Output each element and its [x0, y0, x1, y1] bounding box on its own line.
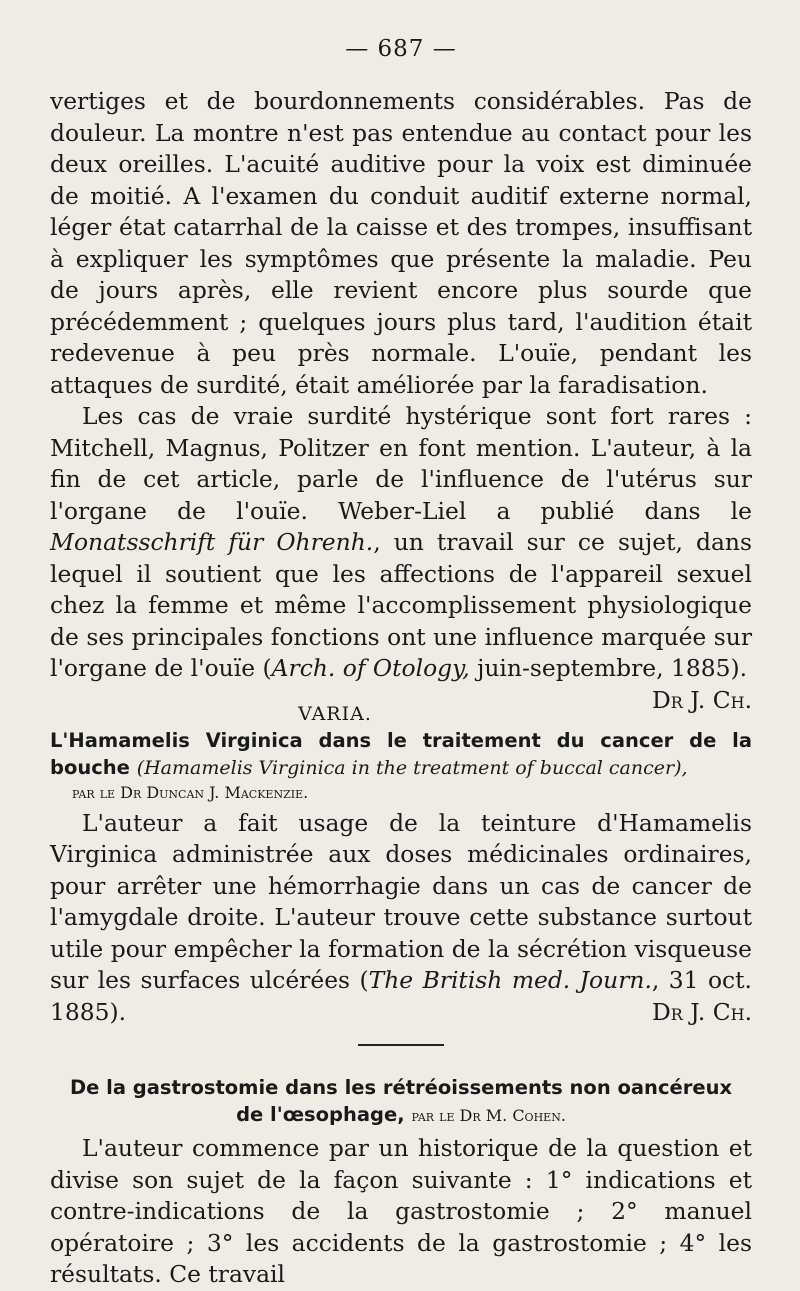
source-citation: Arch. of Otology, [271, 654, 470, 682]
paragraph-text: Les cas de vraie surdité hystérique sont fort rares : Mitchell, Magnus, Politzer en font mention. L'auteur, à la fin de cet article, parle de l'influence de l'utérus sur l'organe de l'ouïe. Weber-Liel a publié dans le [50, 402, 752, 525]
paragraph-text: , 31 oct. 1885). [50, 966, 752, 1026]
article-body [50, 808, 752, 1029]
article-subtitle: (Hamamelis Virginica in the treatment of buccal cancer), [136, 756, 688, 779]
paragraph-text: juin-septembre, 1885). [469, 654, 748, 682]
article-byline: par le Dr M. Cohen. [411, 1106, 566, 1125]
section-divider [358, 1044, 444, 1046]
article-body: L'auteur commence par un historique de la question et divise son sujet de la façon suivante : 1° indications et contre-indications de la gastrostomie ; 2° manuel opératoire ; 3° les accidents de la gastrostomie ; 4° les résultats. Ce travail [50, 1134, 752, 1288]
article-title [50, 1074, 752, 1129]
author-signature: Dr J. Ch. [652, 685, 752, 714]
paragraph-text: , un travail sur ce sujet, dans lequel il soutient que les affections de l'appareil sexuel chez la femme et même l'accomplissement physiologique de ses principales fonctions ont une influence marquée sur l'organe de l'ouïe ( [50, 528, 752, 682]
article-title-text: L'Hamamelis Virginica dans le traitement du cancer de la bouche [50, 728, 752, 779]
journal-title: Monatsschrift für Ohrenh. [50, 528, 374, 556]
paragraph-text: L'auteur a fait usage de la teinture d'Hamamelis Virginica administrée aux doses médicinales ordinaires, pour arrêter une hémorrhagie dans un cas de cancer de l'amygdale droite. L'auteur trouve cette substance surtout utile pour empêcher la formation de la sécrétion visqueuse sur les surfaces ulcérées ( [50, 808, 752, 994]
paragraph-hysterical-deafness-case: vertiges et de bourdonnements considérables. Pas de douleur. La montre n'est pas entendue au contact pour les deux oreilles. L'acuité auditive pour la voix est diminuée de moitié. A l'examen du conduit auditif externe normal, léger état catarrhal de la caisse et des trompes, insuffisant à expliquer les symptômes que présente la maladie. Peu de jours après, elle revient encore plus sourde que précédemment ; quelques jours plus tard, l'audition était redevenue à peu près normale. L'ouïe, pendant les attaques de surdité, était améliorée par la faradisation. [50, 87, 752, 399]
article-title-line: De la gastrostomie dans les rétréoissements non oancéreux [69, 1076, 733, 1099]
source-citation: The British med. Journ. [368, 966, 652, 994]
author-signature: Dr J. Ch. [652, 997, 752, 1026]
article-title-line: de l'œsophage, [236, 1103, 405, 1126]
section-heading: VARIA. [298, 702, 372, 725]
article-title [50, 727, 752, 782]
article-byline: par le Dr Duncan J. Mackenzie. [72, 782, 309, 802]
page-number: — 687 — [345, 36, 457, 62]
